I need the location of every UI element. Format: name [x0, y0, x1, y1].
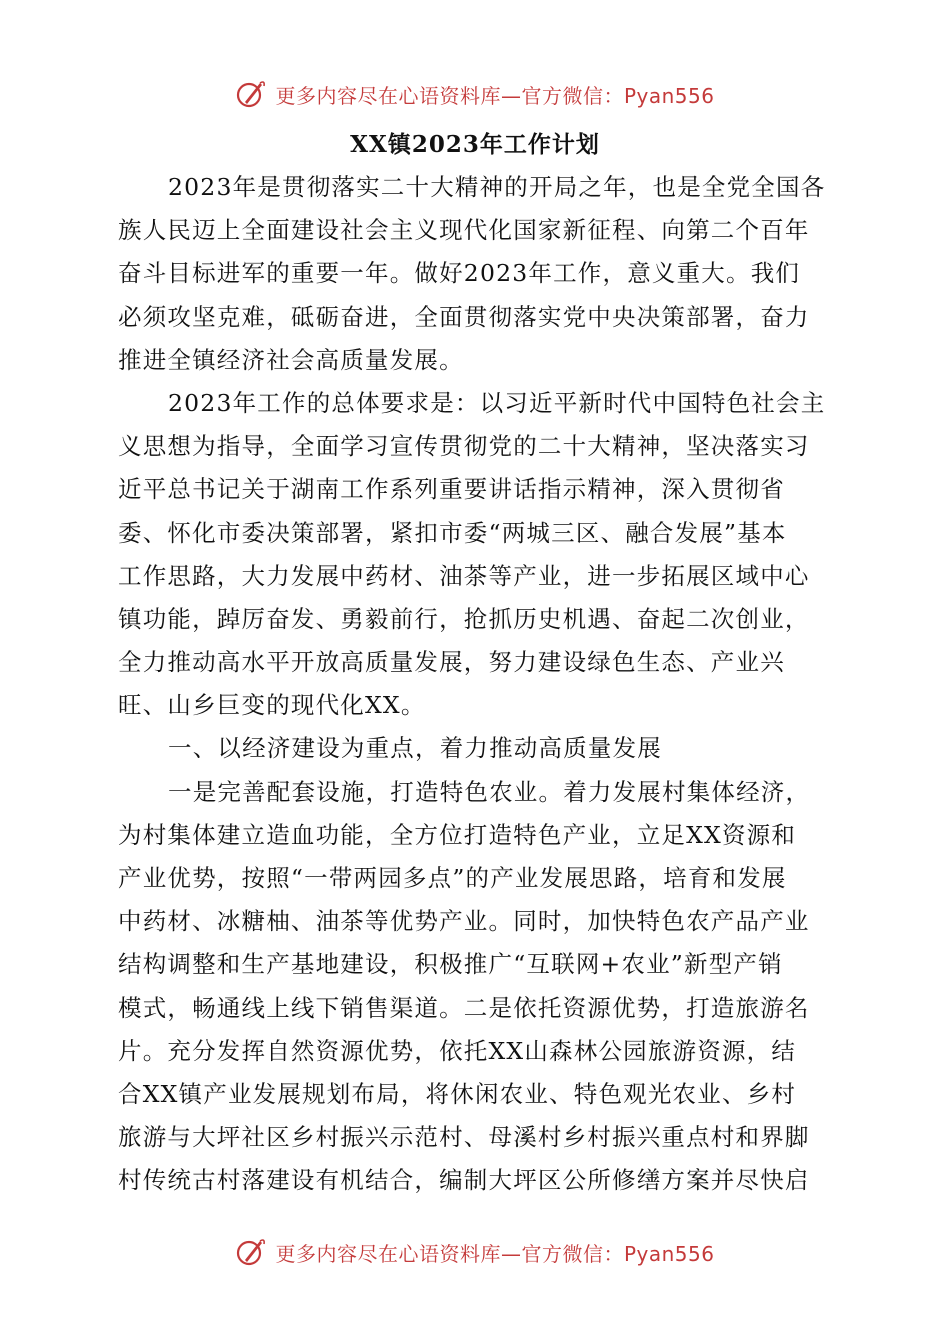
watermark-text: 更多内容尽在心语资料库—官方微信：Pyan556	[275, 83, 715, 108]
document-body	[118, 166, 834, 1203]
paragraph-line: 合XX镇产业发展规划布局，将休闲农业、特色观光农业、乡村	[118, 1079, 797, 1108]
paragraph-line: 工作思路，大力发展中药材、油茶等产业，进一步拓展区域中心	[118, 561, 810, 590]
paragraph-line: 结构调整和生产基地建设，积极推广“互联网+农业”新型产销	[118, 950, 783, 979]
paragraph-line: 义思想为指导，全面学习宣传贯彻党的二十大精神，坚决落实习	[118, 432, 810, 461]
paragraph-line: 中药材、冰糖柚、油茶等优势产业。同时，加快特色农产品产业	[118, 907, 810, 936]
paragraph-line: 委、怀化市委决策部署，紧扣市委“两城三区、融合发展”基本	[118, 518, 787, 547]
paragraph-line: 产业优势，按照“一带两园多点”的产业发展思路，培育和发展	[118, 864, 787, 892]
paragraph-line: 模式，畅通线上线下销售渠道。二是依托资源优势，打造旅游名	[118, 993, 810, 1022]
paragraph-line: 奋斗目标进军的重要一年。做好2023年工作，意义重大。我们	[118, 259, 801, 288]
quill-logo-icon	[235, 78, 267, 110]
watermark-banner-bottom	[0, 1230, 950, 1274]
paragraph-line: 为村集体建立造血功能，全方位打造特色产业，立足XX资源和	[118, 820, 797, 849]
paragraph-line: 片。充分发挥自然资源优势，依托XX山森林公园旅游资源，结	[118, 1036, 797, 1065]
paragraph-line: 近平总书记关于湖南工作系列重要讲话指示精神，深入贯彻省	[118, 475, 785, 504]
paragraph-line: 镇功能，踔厉奋发、勇毅前行，抢抓历史机遇、奋起二次创业，	[118, 604, 810, 633]
paragraph-line: 2023年工作的总体要求是：以习近平新时代中国特色社会主	[168, 388, 826, 417]
paragraph-line: 推进全镇经济社会高质量发展。	[118, 345, 464, 374]
paragraph-line: 必须攻坚克难，砥砺奋进，全面贯彻落实党中央决策部署，奋力	[118, 302, 810, 331]
document-title: XX镇2023年工作计划	[350, 131, 600, 158]
paragraph-line: 旺、山乡巨变的现代化XX。	[118, 691, 426, 720]
section-heading: 一、以经济建设为重点，着力推动高质量发展	[168, 734, 662, 763]
paragraph-line: 2023年是贯彻落实二十大精神的开局之年，也是全党全国各	[168, 173, 826, 201]
paragraph-line: 一是完善配套设施，打造特色农业。着力发展村集体经济，	[168, 777, 811, 806]
watermark-text: 更多内容尽在心语资料库—官方微信：Pyan556	[275, 1241, 715, 1266]
paragraph-line: 族人民迈上全面建设社会主义现代化国家新征程、向第二个百年	[118, 216, 810, 245]
paragraph-line: 全力推动高水平开放高质量发展，努力建设绿色生态、产业兴	[118, 648, 785, 677]
paragraph-line: 村传统古村落建设有机结合，编制大坪区公所修缮方案并尽快启	[118, 1166, 810, 1195]
paragraph-line: 旅游与大坪社区乡村振兴示范村、母溪村乡村振兴重点村和界脚	[118, 1123, 810, 1152]
watermark-banner-top	[0, 72, 950, 116]
quill-logo-icon	[235, 1236, 267, 1268]
